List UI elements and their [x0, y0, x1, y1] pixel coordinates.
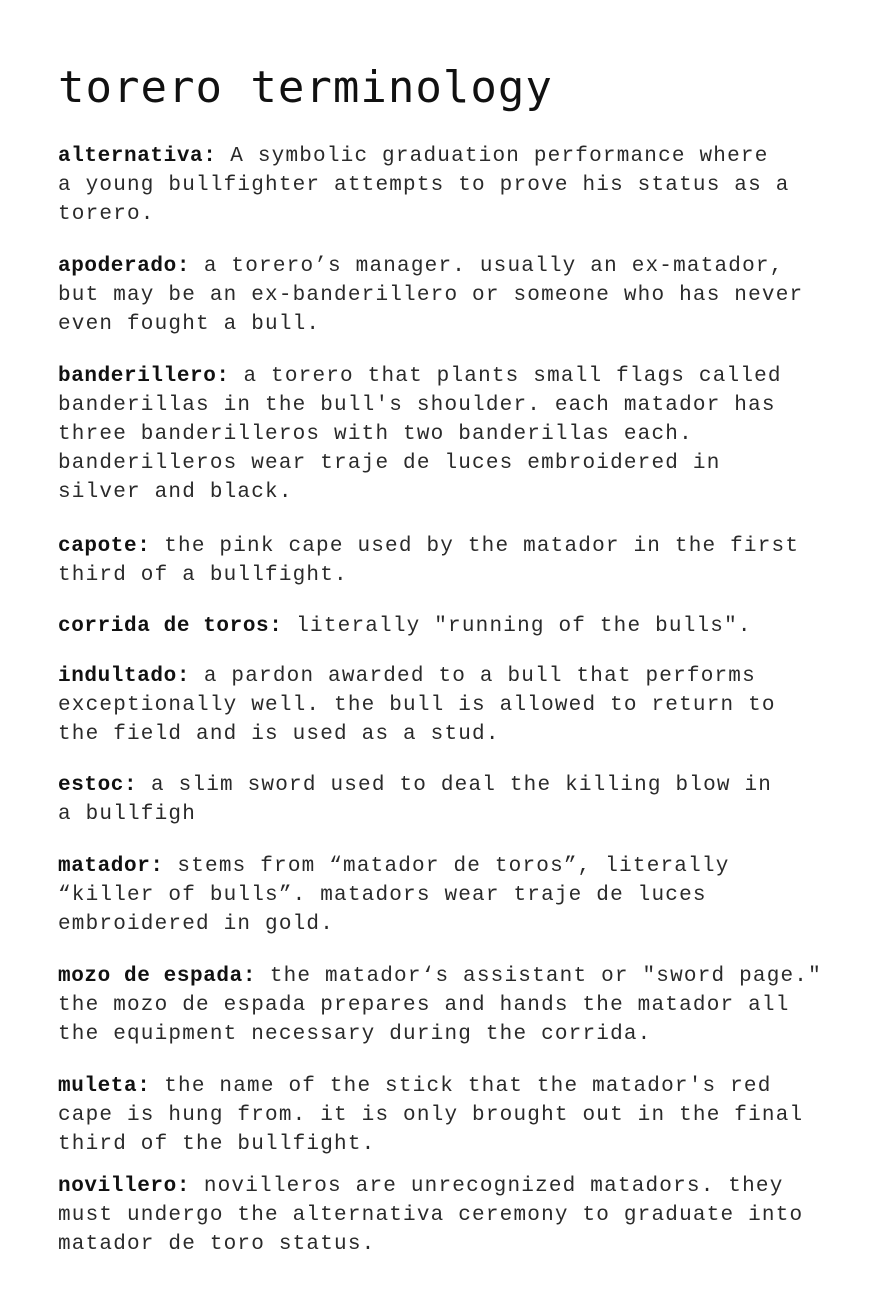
glossary-entry-indultado [58, 662, 858, 749]
glossary-definition: A symbolic graduation performance where a young bullfighter attempts to prove his status as a torero. [58, 145, 790, 226]
glossary-term: mozo de espada: [58, 965, 257, 988]
glossary-entry-alternativa [58, 142, 858, 229]
glossary-definition: stems from “matador de toros”, literally “killer of bulls”. matadors wear traje de luces embroidered in gold. [58, 855, 730, 936]
glossary-definition: novilleros are unrecognized matadors. they must undergo the alternativa ceremony to graduate into matador de toro status. [58, 1175, 804, 1256]
glossary-entry-mozo-de-espada [58, 962, 858, 1049]
glossary-term: capote: [58, 535, 151, 558]
glossary-term: muleta: [58, 1075, 151, 1098]
glossary-term: indultado: [58, 665, 191, 688]
glossary-term: corrida de toros: [58, 615, 283, 638]
glossary-definition: a pardon awarded to a bull that performs exceptionally well. the bull is allowed to return to the field and is used as a stud. [58, 665, 776, 746]
glossary-entry-matador [58, 852, 858, 939]
glossary-entry-corrida-de-toros [58, 612, 858, 641]
page-title: torero terminology [58, 62, 553, 113]
glossary-entry-novillero [58, 1172, 858, 1259]
glossary-definition: the pink cape used by the matador in the first third of a bullfight. [58, 535, 800, 587]
glossary-entry-apoderado [58, 252, 858, 339]
glossary-definition: a slim sword used to deal the killing blow in a bullfigh [58, 774, 773, 826]
glossary-entry-capote [58, 532, 858, 590]
glossary-term: estoc: [58, 774, 138, 797]
glossary-term: novillero: [58, 1175, 191, 1198]
glossary-term: matador: [58, 855, 164, 878]
glossary-term: banderillero: [58, 365, 230, 388]
glossary-definition: a torero’s manager. usually an ex-matador, but may be an ex-banderillero or someone who has never even fought a bull. [58, 255, 804, 336]
glossary-definition: a torero that plants small flags called banderillas in the bull's shoulder. each matador has three banderilleros with two banderillas each. banderilleros wear traje de luces embroidered in silver and black. [58, 365, 782, 504]
glossary-entry-estoc [58, 771, 858, 829]
glossary-term: apoderado: [58, 255, 191, 278]
glossary-entry-muleta [58, 1072, 858, 1159]
glossary-term: alternativa: [58, 145, 217, 168]
glossary-definition: the matador‘s assistant or "sword page." the mozo de espada prepares and hands the matador all the equipment necessary during the corrida. [58, 965, 822, 1046]
glossary-definition: literally "running of the bulls". [282, 615, 752, 638]
glossary-definition: the name of the stick that the matador's red cape is hung from. it is only brought out in the final third of the bullfight. [58, 1075, 804, 1156]
glossary-entry-banderillero [58, 362, 858, 507]
